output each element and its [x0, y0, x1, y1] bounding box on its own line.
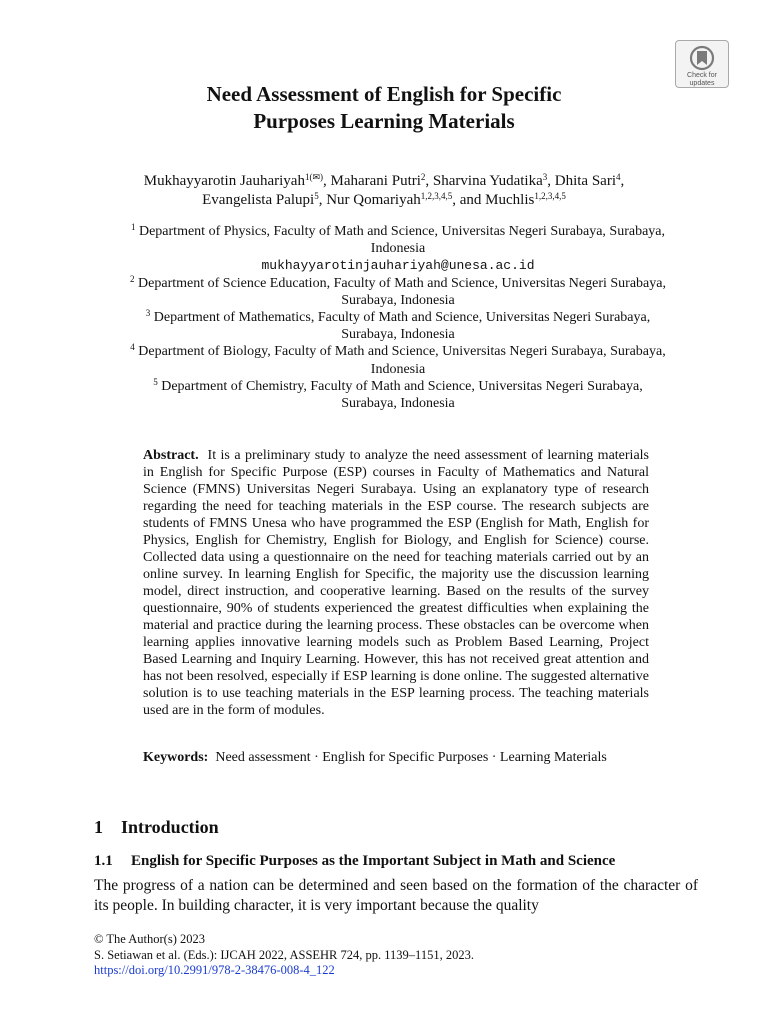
affiliation-number: 4 [130, 342, 135, 353]
section-heading [94, 816, 219, 838]
affiliation-number: 3 [145, 308, 151, 319]
affiliation-text: Surabaya, Indonesia [341, 327, 455, 343]
affiliation-1 [90, 223, 706, 275]
author-affil-mark: 5 [314, 191, 319, 201]
badge-label-line2: updates [689, 80, 715, 87]
author-affil-mark: 4 [616, 172, 621, 182]
badge-label-line1: Check for [687, 72, 717, 79]
abstract-text: It is a preliminary study to analyze the need assessment of learning materials in English for Specific Purpose (ESP) courses in Faculty of Mathematics and Natural Science (FMNS) Universitas Negeri Surabaya. Using an explanatory type of research regarding the need for teaching materials in the ESP course. The research subjects are students of FMNS Unesa who have programmed the ESP (English for Math, English for Physics, English for Chemistry, English for Biology, and English for Science) course. Collected data using a questionnaire on the need for teaching materials carried out by an online survey. In learning English for Specific, the majority use the discussion learning model, direct instruction, and cooperative learning. Based on the results of the survey questionnaire, 90% of students experienced the greatest difficulties when explaining the material and practice during the learning process. These obstacles can be overcome when learning applies innovative learning models such as Problem Based Learning, Project Based Learning and Inquiry Learning. However, this has not received great attention and has not been resolved, especially if ESP learning is done online. The suggested alternative solution is to use teaching materials in the ESP learning process. The teaching materials used are in the form of modules. [143, 448, 649, 718]
paper-title [0, 81, 768, 135]
author-affil-mark: 1(✉) [304, 172, 323, 182]
keywords-text: Need assessment · English for Specific Purposes · Learning Materials [215, 750, 607, 765]
affiliation-text: Department of Science Education, Faculty of Math and Science, Universitas Negeri Surabaya, [138, 275, 666, 291]
affiliation-text: Department of Chemistry, Faculty of Math and Science, Universitas Negeri Surabaya, [161, 378, 643, 394]
affiliation-text: Surabaya, Indonesia [341, 292, 455, 308]
citation-line: S. Setiawan et al. (Eds.): IJCAH 2022, ASSEHR 724, pp. 1139–1151, 2023. [94, 947, 474, 962]
author-name: Evangelista Palupi [202, 192, 315, 208]
author-separator: , [620, 173, 625, 189]
author-name: , Sharvina Yudatika [425, 173, 543, 189]
subsection-heading [94, 851, 615, 871]
abstract [143, 447, 649, 719]
affiliation-list [90, 223, 706, 412]
affiliation-2 [90, 275, 706, 309]
section-number: 1 [94, 817, 103, 837]
affiliation-4 [90, 343, 706, 377]
affiliation-text: Indonesia [370, 241, 426, 257]
author-affil-mark: 2 [420, 172, 426, 182]
author-name: Mukhayyarotin Jauhariyah [143, 173, 305, 189]
affiliation-text: Department of Biology, Faculty of Math and Science, Universitas Negeri Surabaya, Surabaya, [138, 344, 666, 360]
author-name: , Nur Qomariyah [318, 192, 421, 208]
copyright-line: © The Author(s) 2023 [94, 932, 205, 946]
affiliation-3 [90, 309, 706, 343]
affiliation-text: Department of Physics, Faculty of Math and Science, Universitas Negeri Surabaya, Surabaya, [138, 224, 666, 239]
doi-link[interactable]: https://doi.org/10.2991/978-2-38476-008-4_122 [94, 963, 335, 977]
corresponding-email[interactable]: mukhayyarotinjauhariyah@unesa.ac.id [261, 258, 535, 274]
page-footer [94, 932, 714, 979]
author-affil-mark: 1,2,3,4,5 [534, 191, 566, 201]
affiliation-text: Surabaya, Indonesia [341, 396, 455, 412]
author-name: , Maharani Putri [323, 173, 421, 189]
abstract-label: Abstract. [143, 448, 199, 463]
subsection-title: English for Specific Purposes as the Important Subject in Math and Science [131, 853, 616, 869]
author-list [60, 172, 708, 210]
title-line-1: Need Assessment of English for Specific [206, 82, 562, 106]
keywords-label: Keywords: [143, 750, 209, 765]
title-line-2: Purposes Learning Materials [253, 109, 515, 133]
affiliation-5 [90, 378, 706, 412]
check-for-updates-icon [689, 45, 715, 71]
affiliation-number: 1 [130, 222, 136, 232]
affiliation-text: Indonesia [370, 361, 426, 377]
affiliation-text: Department of Mathematics, Faculty of Math and Science, Universitas Negeri Surabaya, [153, 310, 651, 326]
section-title: Introduction [121, 817, 219, 837]
body-paragraph: The progress of a nation can be determined and seen based on the formation of the character of its people. In building character, it is very important because the quality [94, 877, 698, 914]
affiliation-number: 5 [153, 376, 158, 387]
author-name: , Dhita Sari [547, 173, 616, 189]
author-affil-mark: 3 [542, 172, 548, 182]
author-name: , and Muchlis [452, 192, 535, 208]
keywords [143, 749, 649, 766]
subsection-number: 1.1 [94, 853, 113, 869]
affiliation-number: 2 [130, 273, 135, 284]
author-affil-mark: 1,2,3,4,5 [420, 191, 453, 201]
